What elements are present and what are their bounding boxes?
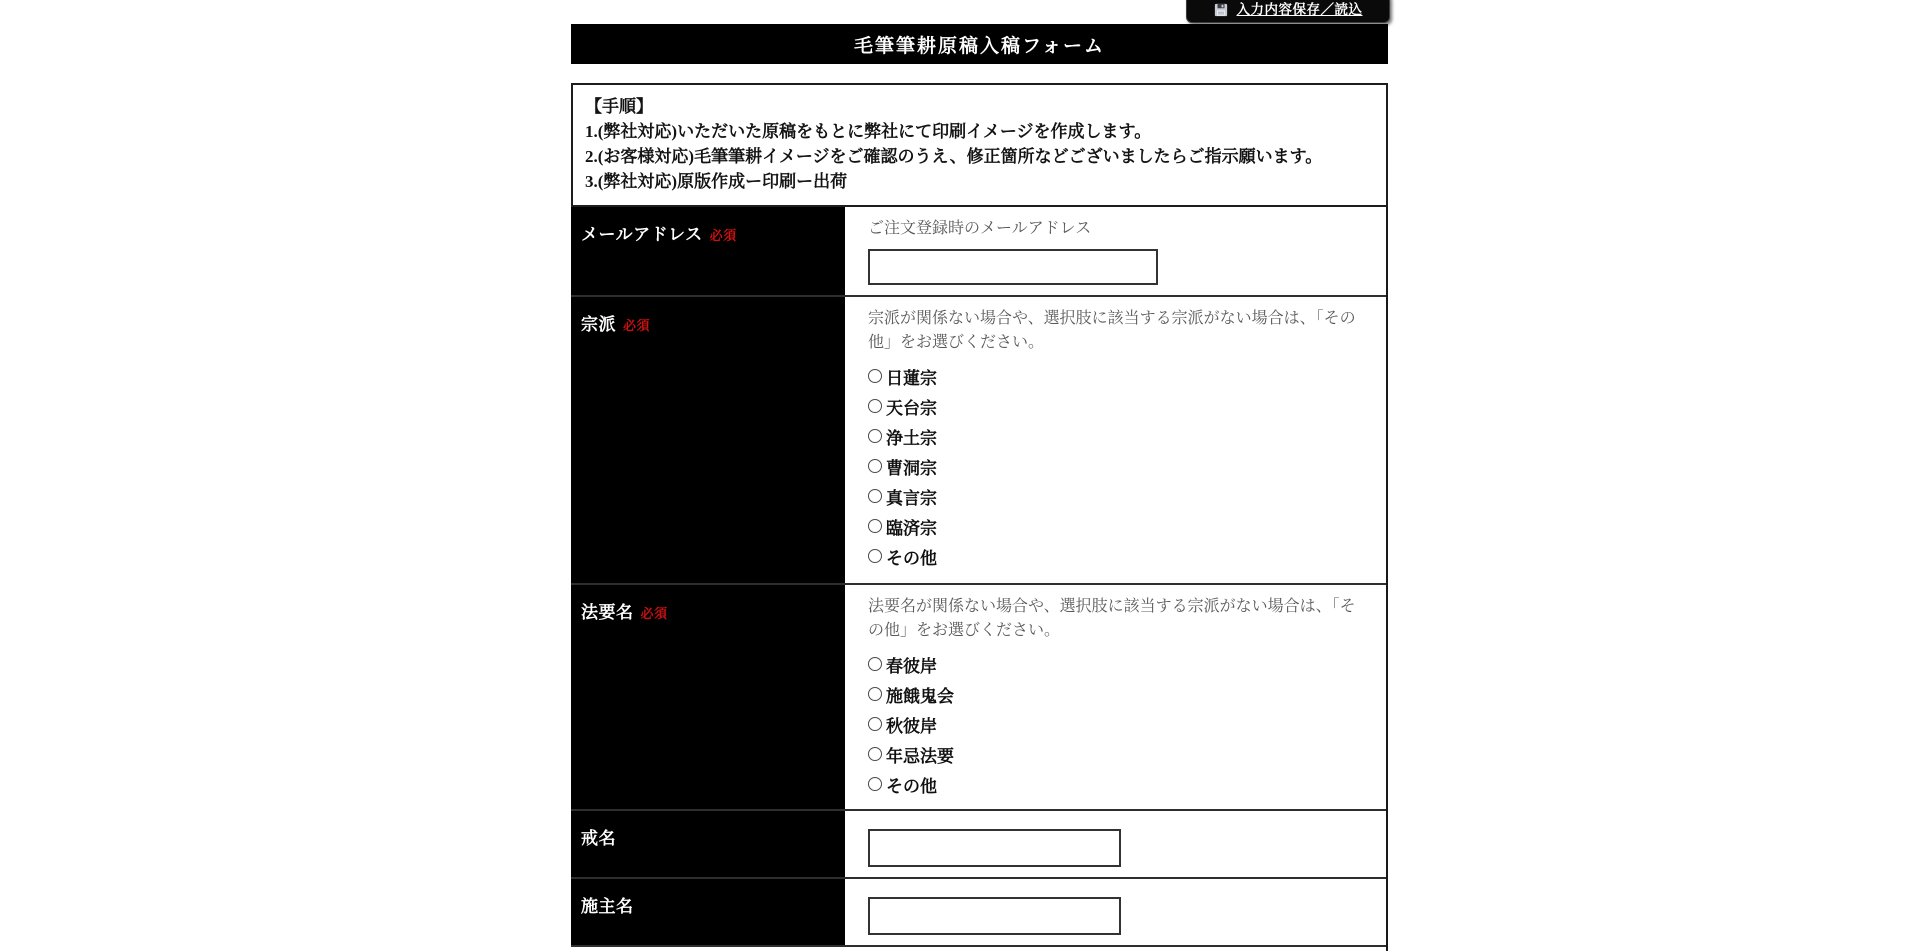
radio-option[interactable] bbox=[868, 451, 1370, 481]
field-content-kaimyo bbox=[845, 811, 1386, 877]
sect-radio-group bbox=[868, 361, 1370, 571]
form-row-clipped bbox=[571, 947, 1386, 951]
radio-option-label: 天台宗 bbox=[886, 398, 937, 418]
radio-option[interactable] bbox=[868, 361, 1370, 391]
form-row-kaimyo bbox=[571, 811, 1386, 879]
radio-button[interactable] bbox=[868, 687, 882, 701]
field-content-email bbox=[845, 207, 1386, 295]
radio-button[interactable] bbox=[868, 519, 882, 533]
field-label-text: 宗派 bbox=[581, 315, 616, 334]
radio-option-label: 真言宗 bbox=[886, 488, 937, 508]
field-label-kaimyo bbox=[571, 811, 845, 877]
required-badge: 必須 bbox=[623, 318, 651, 333]
form-row-sect bbox=[571, 297, 1386, 585]
radio-button[interactable] bbox=[868, 777, 882, 791]
radio-button[interactable] bbox=[868, 717, 882, 731]
radio-option[interactable] bbox=[868, 769, 1370, 799]
sect-hint: 宗派が関係ない場合や、選択肢に該当する宗派がない場合は、「その他」をお選びください。 bbox=[868, 310, 1356, 351]
instructions-box bbox=[571, 83, 1388, 207]
floppy-disk-icon bbox=[1214, 3, 1228, 17]
form-row-service bbox=[571, 585, 1386, 811]
radio-option[interactable] bbox=[868, 709, 1370, 739]
radio-option-label: 秋彼岸 bbox=[886, 716, 937, 736]
seshu-input[interactable] bbox=[868, 897, 1121, 935]
radio-option-label: 浄土宗 bbox=[886, 428, 937, 448]
radio-option-label: 日蓮宗 bbox=[886, 368, 937, 388]
instruction-step-3: 3.(弊社対応)原版作成ー印刷ー出荷 bbox=[585, 172, 848, 191]
radio-button[interactable] bbox=[868, 429, 882, 443]
field-label-text: メールアドレス bbox=[581, 225, 703, 244]
form-title-bar bbox=[571, 24, 1388, 64]
email-hint: ご注文登録時のメールアドレス bbox=[868, 220, 1092, 237]
radio-option[interactable] bbox=[868, 649, 1370, 679]
field-label-text: 法要名 bbox=[581, 603, 634, 622]
page-title: 毛筆筆耕原稿入稿フォーム bbox=[853, 35, 1106, 57]
instructions-heading: 【手順】 bbox=[585, 97, 653, 116]
save-load-button[interactable] bbox=[1186, 0, 1390, 23]
field-content-sect bbox=[845, 297, 1386, 583]
radio-button[interactable] bbox=[868, 369, 882, 383]
radio-option-label: 施餓鬼会 bbox=[886, 686, 954, 706]
field-content-seshu bbox=[845, 879, 1386, 945]
radio-button[interactable] bbox=[868, 399, 882, 413]
radio-option[interactable] bbox=[868, 511, 1370, 541]
radio-option[interactable] bbox=[868, 481, 1370, 511]
service-radio-group bbox=[868, 649, 1370, 799]
instruction-step-1: 1.(弊社対応)いただいた原稿をもとに弊社にて印刷イメージを作成します。 bbox=[585, 122, 1152, 141]
field-label-email bbox=[571, 207, 845, 295]
field-content-service bbox=[845, 585, 1386, 809]
instruction-step-2: 2.(お客様対応)毛筆筆耕イメージをご確認のうえ、修正箇所などございましたらご指示願います。 bbox=[585, 147, 1323, 166]
form-row-seshu bbox=[571, 879, 1386, 947]
radio-button[interactable] bbox=[868, 489, 882, 503]
field-label-sect bbox=[571, 297, 845, 583]
kaimyo-input[interactable] bbox=[868, 829, 1121, 867]
radio-button[interactable] bbox=[868, 459, 882, 473]
field-label-service bbox=[571, 585, 845, 809]
radio-option-label: 春彼岸 bbox=[886, 656, 937, 676]
required-badge: 必須 bbox=[709, 228, 737, 243]
email-input[interactable] bbox=[868, 249, 1158, 285]
radio-option-label: その他 bbox=[886, 548, 937, 568]
form-row-email bbox=[571, 207, 1386, 297]
save-load-label: 入力内容保存／読込 bbox=[1236, 2, 1363, 17]
radio-button[interactable] bbox=[868, 549, 882, 563]
radio-option-label: 年忌法要 bbox=[886, 746, 954, 766]
form-page bbox=[571, 0, 1388, 951]
field-label-text: 戒名 bbox=[581, 829, 616, 848]
radio-option[interactable] bbox=[868, 679, 1370, 709]
radio-button[interactable] bbox=[868, 657, 882, 671]
service-hint: 法要名が関係ない場合や、選択肢に該当する宗派がない場合は、「その他」をお選びください。 bbox=[868, 598, 1356, 639]
field-label-seshu bbox=[571, 879, 845, 945]
radio-option-label: 曹洞宗 bbox=[886, 458, 937, 478]
radio-option[interactable] bbox=[868, 541, 1370, 571]
required-badge: 必須 bbox=[640, 606, 668, 621]
radio-option-label: 臨済宗 bbox=[886, 518, 937, 538]
radio-option[interactable] bbox=[868, 421, 1370, 451]
radio-option[interactable] bbox=[868, 391, 1370, 421]
radio-option[interactable] bbox=[868, 739, 1370, 769]
radio-button[interactable] bbox=[868, 747, 882, 761]
field-label-text: 施主名 bbox=[581, 897, 634, 916]
form-table bbox=[571, 207, 1388, 951]
radio-option-label: その他 bbox=[886, 776, 937, 796]
